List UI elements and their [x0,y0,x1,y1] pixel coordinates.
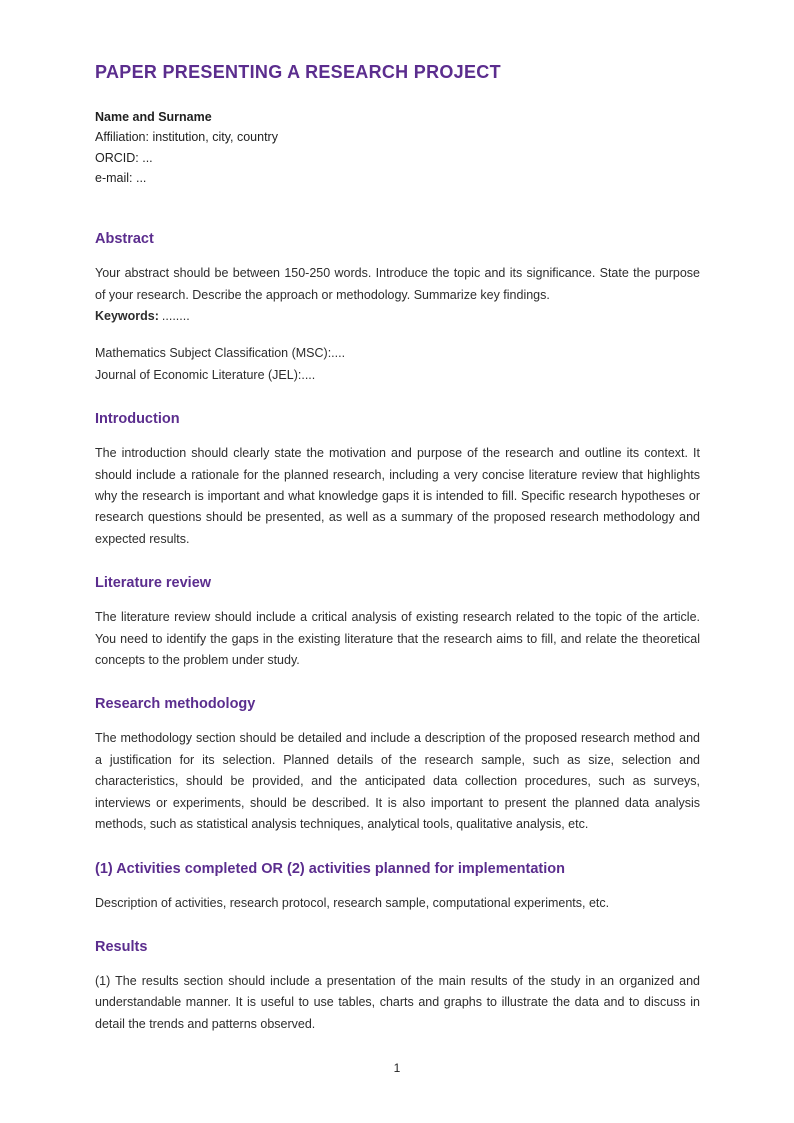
section-activities [95,860,700,914]
section-abstract [95,230,700,386]
section-introduction [95,410,700,550]
results-heading: Results [95,938,148,955]
keywords-label: Keywords: [95,309,159,323]
section-research-methodology [95,695,700,835]
document-title: PAPER PRESENTING A RESEARCH PROJECT [95,62,501,82]
blank-line [95,327,700,343]
page-number: 1 [393,1061,401,1075]
research-methodology-heading: Research methodology [95,696,256,713]
section-literature-review [95,574,700,671]
abstract-body: Your abstract should be between 150-250 words. Introduce the topic and its significance. State the purpose of your research. Describe the approach or methodology. Summarize key findings. [95,266,700,302]
research-methodology-body: The methodology section should be detailed and include a description of the proposed research method and a justification for its selection. Planned details of the research sample, such as size, selection and characteristics, should be provided, and the anticipated data collection procedures, such as surveys, interviews or experiments, should be described. It is also important to present the planned data analysis methods, such as statistical analysis techniques, analytical tools, qualitative analysis, etc. [95,731,700,832]
keywords-value: ........ [161,309,190,323]
author-orcid: ORCID: ... [95,150,153,165]
msc-line: Mathematics Subject Classification (MSC):.... [95,346,346,361]
author-block [95,107,700,188]
author-email: e-mail: ... [95,170,147,185]
introduction-body: The introduction should clearly state the motivation and purpose of the research and outline its context. It should include a rationale for the planned research, including a very concise literature review that highlights why the research is important and what knowledge gaps it is intended to fill. Specific research hypotheses or research questions should be presented, as well as a summary of the proposed research methodology and expected results. [95,446,700,546]
section-results [95,938,700,1035]
keywords-line [95,306,700,327]
results-body: (1) The results section should include a presentation of the main results of the study in an organized and understandable manner. It is useful to use tables, charts and graphs to illustrate the data and to discuss in detail the trends and patterns observed. [95,973,700,1031]
activities-heading: (1) Activities completed OR (2) activities planned for implementation [95,860,565,877]
author-affiliation: Affiliation: institution, city, country [95,130,278,145]
author-name: Name and Surname [95,110,212,124]
literature-review-body: The literature review should include a critical analysis of existing research related to the topic of the article. You need to identify the gaps in the existing literature that the research aims to fill, and relate the theoretical concepts to the problem under study. [95,610,700,668]
literature-review-heading: Literature review [95,575,212,592]
jel-line: Journal of Economic Literature (JEL):.... [95,367,316,382]
abstract-heading: Abstract [95,231,154,248]
introduction-heading: Introduction [95,411,180,428]
activities-body: Description of activities, research protocol, research sample, computational experiments, etc. [95,895,610,910]
